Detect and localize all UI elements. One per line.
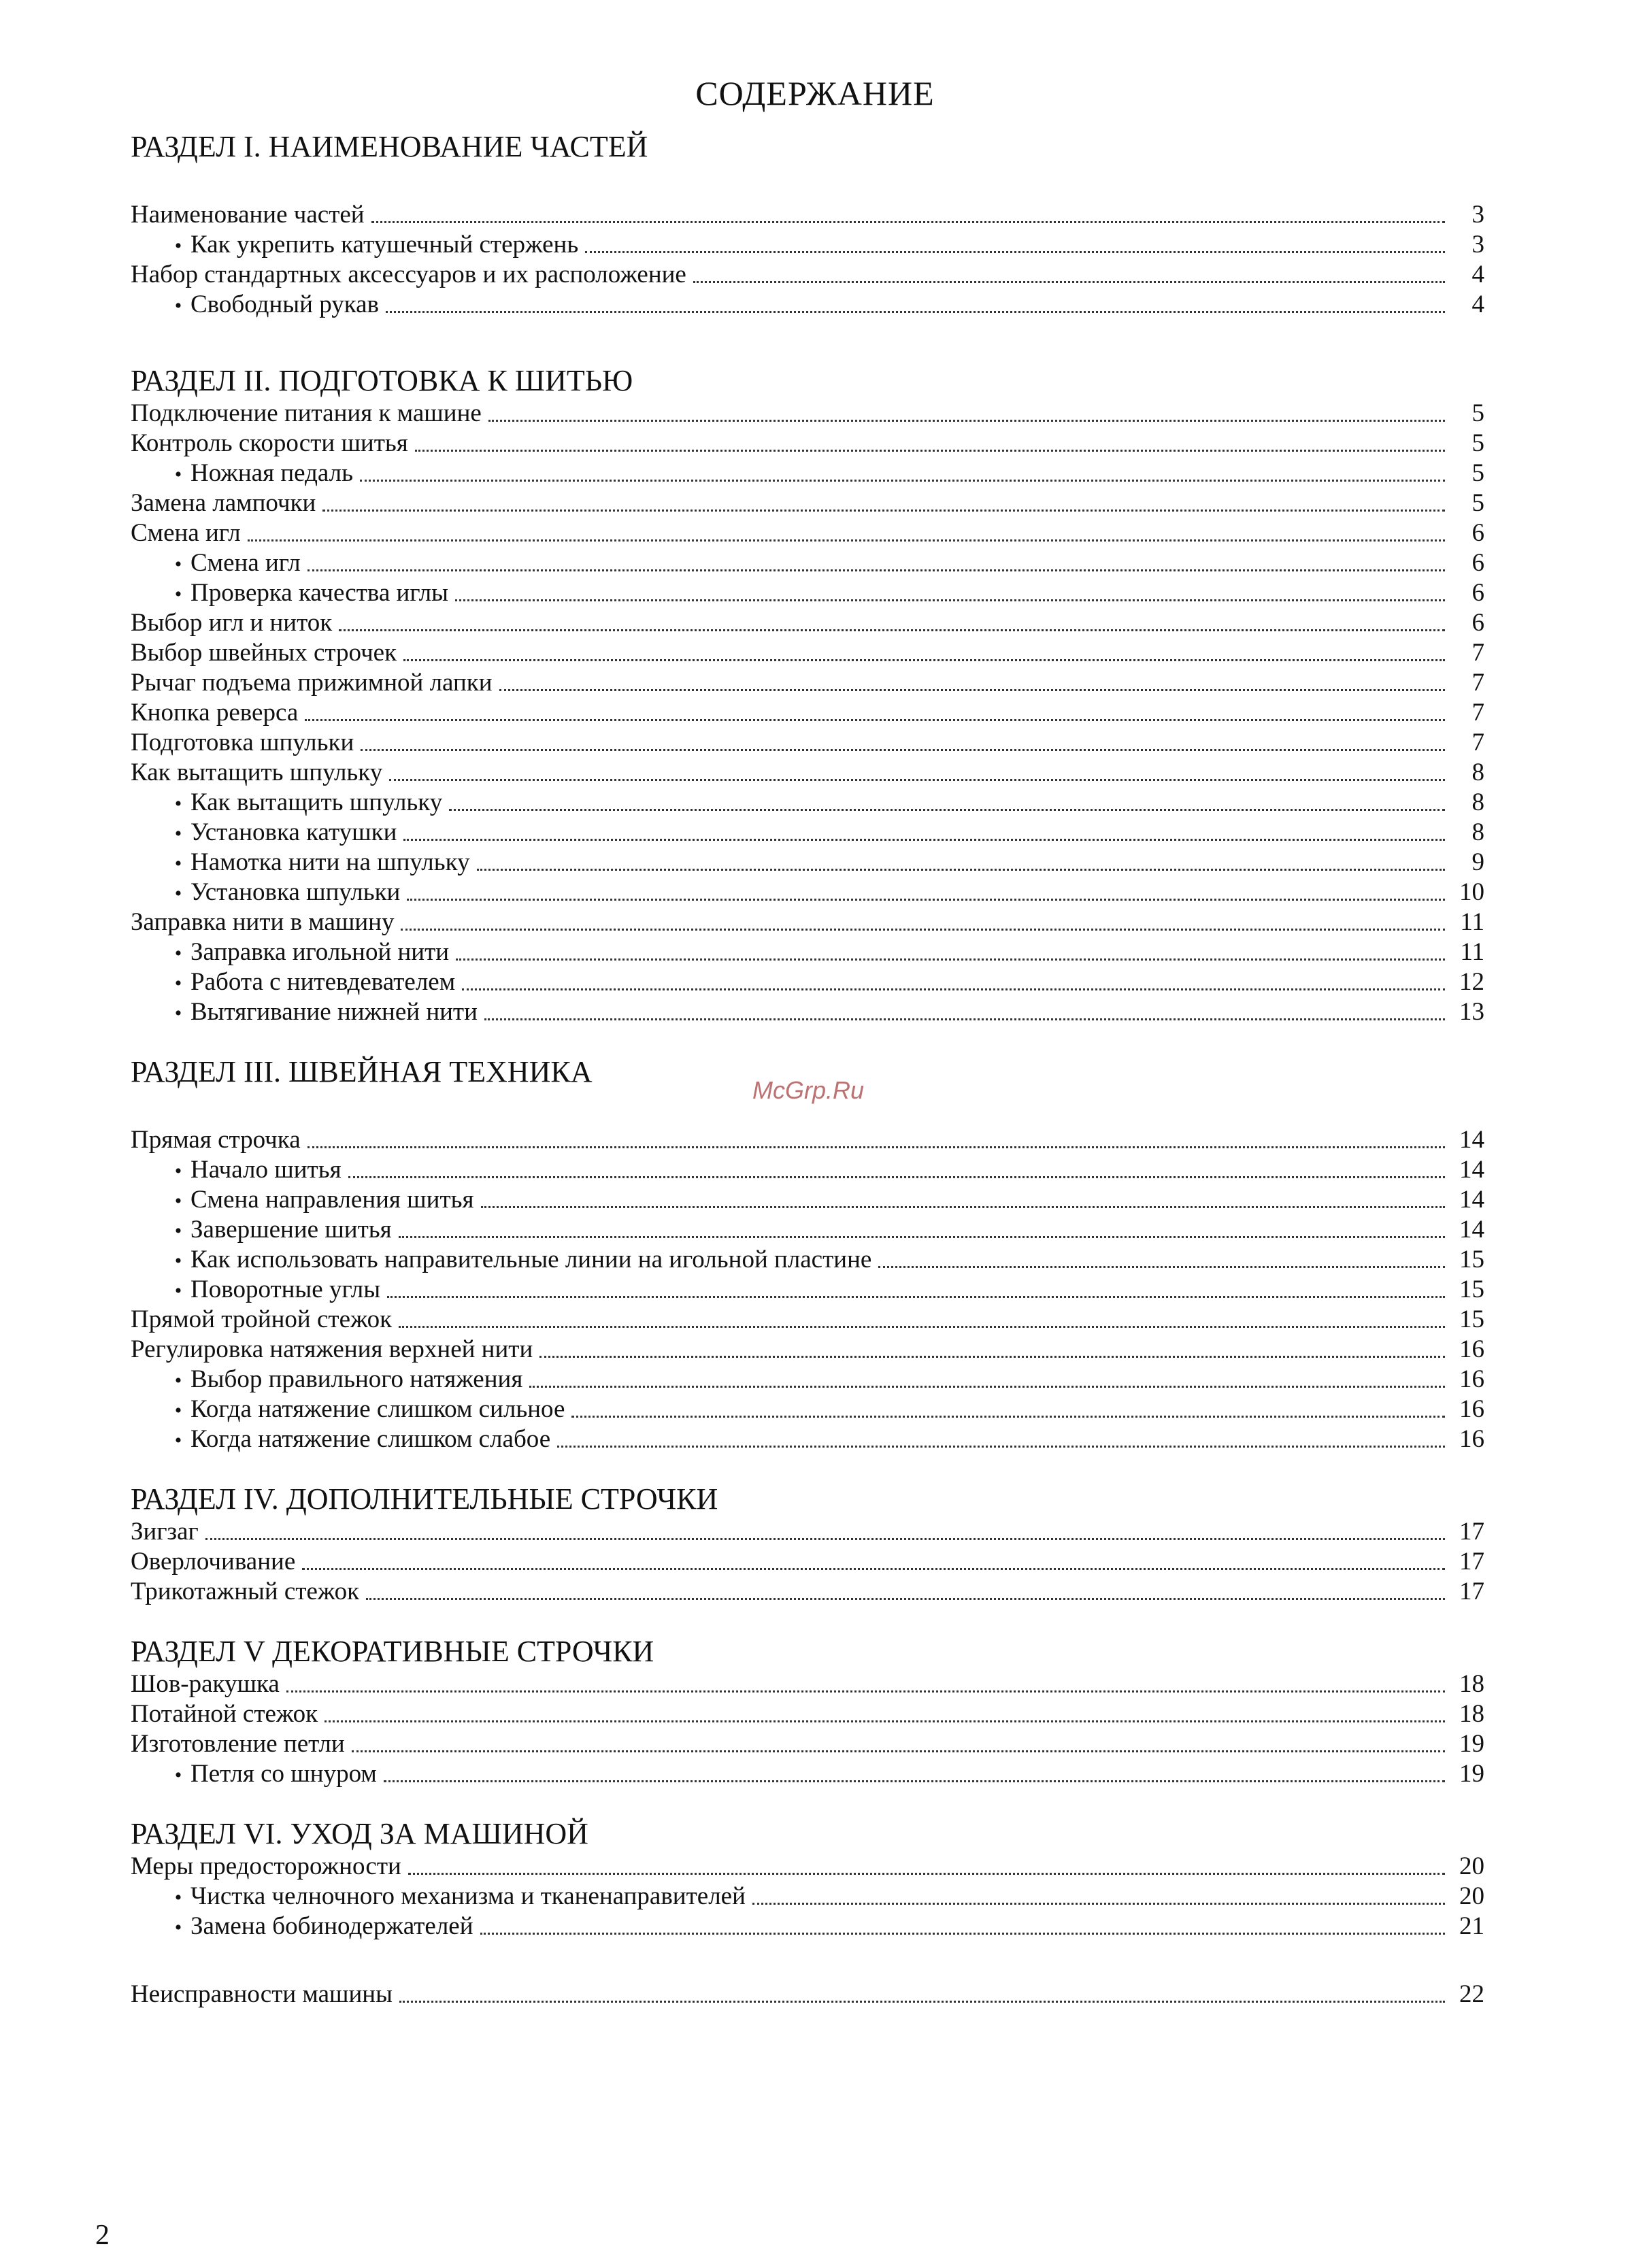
dot-leader [456,958,1445,961]
toc-entry [131,518,1484,548]
toc-entry [131,578,1484,608]
table-of-contents [131,129,1484,2009]
toc-entry-label: Смена игл [131,519,241,547]
toc-section [131,1816,1484,1941]
toc-entry-label: Выбор швейных строчек [131,639,397,667]
toc-entry [131,1547,1484,1577]
bullet-icon: • [174,463,182,486]
toc-entry-label: Подключение питания к машине [131,399,482,427]
toc-entry-label: Как укрепить катушечный стержень [190,231,579,259]
section-title: РАЗДЕЛ V ДЕКОРАТИВНЫЕ СТРОЧКИ [131,1635,654,1668]
toc-entry-page: 9 [1471,848,1484,876]
toc-entry-label: Зигзаг [131,1518,199,1546]
dot-leader [248,539,1445,541]
toc-entry-page: 6 [1471,579,1484,607]
dot-leader [752,1903,1445,1905]
toc-entry-page: 4 [1471,290,1484,318]
toc-entry-page: 8 [1471,818,1484,846]
dot-leader [205,1538,1445,1540]
toc-entries [131,1852,1484,1941]
toc-entry [131,1155,1484,1185]
dot-leader [286,1690,1445,1692]
bullet-icon: • [174,1369,182,1392]
dot-leader [305,719,1445,721]
dot-leader [360,480,1445,482]
toc-entry-label: Чистка челночного механизма и тканенаправителей [190,1882,746,1910]
bullet-icon: • [174,1399,182,1422]
toc-entry [131,290,1484,320]
toc-entry-label: Заправка игольной нити [190,938,450,966]
toc-entry-label: Свободный рукав [190,290,380,318]
toc-entry-label: Рычаг подъема прижимной лапки [131,669,493,697]
toc-entry [131,458,1484,488]
toc-entry [131,1215,1484,1245]
toc-entry-label: Установка катушки [190,818,397,846]
toc-entry-label: Прямая строчка [131,1126,301,1154]
page-title: СОДЕРЖАНИЕ [695,74,935,112]
toc-entry-page: 6 [1471,519,1484,547]
toc-entry-label: Наименование частей [131,201,365,229]
bullet-icon: • [174,1160,182,1182]
toc-entry-page: 3 [1471,231,1484,259]
dot-leader [389,779,1445,781]
dot-leader [403,659,1445,661]
toc-entry [131,668,1484,698]
dot-leader [325,1720,1445,1722]
section-title: РАЗДЕЛ II. ПОДГОТОВКА К ШИТЬЮ [131,364,633,397]
section-title: РАЗДЕЛ VI. УХОД ЗА МАШИНОЙ [131,1817,588,1850]
toc-entry [131,548,1484,578]
toc-entry [131,1759,1484,1789]
bullet-icon: • [174,793,182,815]
dot-leader [302,1568,1445,1570]
toc-entry-page: 13 [1459,998,1484,1026]
toc-entry-page: 14 [1459,1216,1484,1244]
toc-entry-label: Подготовка шпульки [131,729,354,756]
toc-entry-label: Трикотажный стежок [131,1578,360,1605]
toc-entry-label: Как вытащить шпульку [131,758,383,786]
bullet-icon: • [174,972,182,995]
toc-entry-label: Ножная педаль [190,459,354,487]
toc-entry [131,1125,1484,1155]
toc-entry [131,1395,1484,1424]
bullet-icon: • [174,1429,182,1452]
dot-leader [384,1780,1445,1782]
toc-entries [131,1125,1484,1454]
bullet-icon: • [174,822,182,845]
dot-leader [307,1146,1445,1148]
toc-entry-page: 10 [1459,878,1484,906]
dot-leader [371,221,1445,223]
dot-leader [307,569,1445,571]
dot-leader [878,1266,1445,1268]
toc-entry [131,878,1484,907]
dot-leader [339,629,1445,631]
toc-entry-page: 17 [1459,1518,1484,1546]
toc-section [131,1980,1484,2009]
toc-entry-page: 15 [1459,1305,1484,1333]
dot-leader [499,689,1445,691]
toc-entry-label: Неисправности машины [131,1980,393,2008]
toc-entry-page: 11 [1460,908,1484,936]
dot-leader [449,809,1445,811]
toc-entry [131,230,1484,260]
toc-entry-page: 11 [1460,938,1484,966]
toc-entry-label: Как вытащить шпульку [190,788,443,816]
toc-entry-page: 15 [1459,1275,1484,1303]
toc-entry [131,1729,1484,1759]
toc-entry [131,1577,1484,1607]
toc-entries [131,1517,1484,1607]
toc-entry-label: Контроль скорости шитья [131,429,408,457]
dot-leader [399,1236,1445,1238]
dot-leader [361,749,1445,751]
toc-entry [131,698,1484,728]
toc-entry [131,1335,1484,1365]
toc-entries [131,399,1484,1027]
toc-entry-page: 21 [1459,1912,1484,1940]
dot-leader [484,1018,1445,1020]
toc-entry [131,967,1484,997]
toc-entry [131,818,1484,848]
toc-entry-page: 16 [1459,1425,1484,1453]
toc-entry-label: Когда натяжение слишком слабое [190,1425,551,1453]
toc-entry-label: Замена бобинодержателей [190,1912,473,1940]
toc-entry-page: 16 [1459,1365,1484,1393]
dot-leader [386,311,1445,313]
toc-entry-label: Изготовление петли [131,1730,345,1758]
toc-entries [131,1980,1484,2009]
bullet-icon: • [174,1764,182,1786]
section-title: РАЗДЕЛ III. ШВЕЙНАЯ ТЕХНИКА [131,1055,593,1088]
toc-entry-label: Смена направления шитья [190,1186,474,1214]
toc-entry-label: Как использовать направительные линии на игольной пластине [190,1246,872,1273]
bullet-icon: • [174,1916,182,1939]
toc-entry-page: 16 [1459,1335,1484,1363]
toc-entry [131,1852,1484,1882]
toc-entry-page: 5 [1471,489,1484,517]
bullet-icon: • [174,1280,182,1302]
toc-entry-page: 8 [1471,788,1484,816]
dot-leader [399,2001,1445,2003]
toc-entry [131,758,1484,788]
toc-entry-label: Кнопка реверса [131,699,299,727]
dot-leader [366,1598,1445,1600]
toc-entry-label: Потайной стежок [131,1700,318,1728]
toc-entry-label: Выбор правильного натяжения [190,1365,523,1393]
bullet-icon: • [174,1220,182,1242]
toc-entry-page: 22 [1459,1980,1484,2008]
toc-entry-page: 19 [1459,1760,1484,1788]
dot-leader [401,929,1445,931]
dot-leader [585,251,1445,253]
toc-entry-label: Заправка нити в машину [131,908,395,936]
toc-entry [131,937,1484,967]
dot-leader [387,1296,1445,1298]
toc-entry-label: Начало шитья [190,1156,342,1184]
toc-entry-page: 12 [1459,968,1484,996]
toc-entry [131,1669,1484,1699]
toc-entry-page: 20 [1459,1852,1484,1880]
bullet-icon: • [174,235,182,257]
section-title: РАЗДЕЛ IV. ДОПОЛНИТЕЛЬНЫЕ СТРОЧКИ [131,1482,718,1516]
toc-entry-page: 7 [1471,639,1484,667]
toc-entry-page: 6 [1471,609,1484,637]
bullet-icon: • [174,583,182,605]
toc-entry-page: 18 [1459,1670,1484,1698]
toc-entry-page: 19 [1459,1730,1484,1758]
toc-entry [131,848,1484,878]
dot-leader [488,420,1445,422]
toc-entries [131,200,1484,320]
toc-entry [131,1699,1484,1729]
bullet-icon: • [174,553,182,576]
toc-entry [131,260,1484,290]
bullet-icon: • [174,1250,182,1272]
toc-entry [131,638,1484,668]
toc-entry-page: 14 [1459,1126,1484,1154]
dot-leader [399,1326,1445,1328]
dot-leader [539,1356,1445,1358]
toc-entry-page: 17 [1459,1578,1484,1605]
toc-entry-label: Намотка нити на шпульку [190,848,470,876]
toc-entry-page: 4 [1471,261,1484,288]
toc-entries [131,1669,1484,1789]
dot-leader [415,450,1445,452]
toc-entry-label: Вытягивание нижней нити [190,998,478,1026]
dot-leader [477,869,1445,871]
bullet-icon: • [174,852,182,875]
toc-section [131,1482,1484,1607]
toc-entry-page: 5 [1471,459,1484,487]
dot-leader [455,599,1445,601]
toc-entry-page: 15 [1459,1246,1484,1273]
toc-entry [131,429,1484,458]
toc-entry [131,608,1484,638]
dot-leader [408,1873,1445,1875]
toc-entry-page: 14 [1459,1186,1484,1214]
bullet-icon: • [174,1886,182,1909]
dot-leader [529,1386,1445,1388]
toc-entry-page: 8 [1471,758,1484,786]
dot-leader [403,839,1445,841]
toc-section [131,129,1484,320]
toc-entry-label: Оверлочивание [131,1548,296,1575]
toc-entry-page: 7 [1471,699,1484,727]
toc-entry [131,1912,1484,1941]
dot-leader [348,1176,1445,1178]
toc-entry [131,997,1484,1027]
toc-entry [131,1424,1484,1454]
bullet-icon: • [174,882,182,905]
toc-entry-label: Прямой тройной стежок [131,1305,393,1333]
toc-entry-label: Набор стандартных аксессуаров и их расположение [131,261,686,288]
toc-entry-label: Завершение шитья [190,1216,392,1244]
toc-entry [131,1980,1484,2009]
section-title: РАЗДЕЛ I. НАИМЕНОВАНИЕ ЧАСТЕЙ [131,130,648,163]
bullet-icon: • [174,1002,182,1024]
toc-entry-label: Шов-ракушка [131,1670,280,1698]
toc-entry-page: 20 [1459,1882,1484,1910]
toc-entry [131,1185,1484,1215]
watermark: McGrp.Ru [752,1076,865,1104]
bullet-icon: • [174,1190,182,1212]
toc-entry [131,488,1484,518]
toc-entry [131,788,1484,818]
toc-entry-page: 6 [1471,549,1484,577]
toc-entry [131,907,1484,937]
toc-entry-label: Регулировка натяжения верхней нити [131,1335,533,1363]
dot-leader [462,988,1445,990]
toc-entry-page: 3 [1471,201,1484,229]
toc-entry-page: 17 [1459,1548,1484,1575]
toc-entry-page: 16 [1459,1395,1484,1423]
toc-entry [131,399,1484,429]
toc-entry-page: 7 [1471,729,1484,756]
toc-entry-label: Замена лампочки [131,489,316,517]
dot-leader [322,510,1445,512]
toc-entry [131,728,1484,758]
dot-leader [693,281,1445,283]
toc-entry-label: Меры предосторожности [131,1852,401,1880]
toc-entry [131,1305,1484,1335]
toc-entry-label: Выбор игл и ниток [131,609,333,637]
dot-leader [557,1446,1445,1448]
bullet-icon: • [174,942,182,965]
toc-entry [131,1365,1484,1395]
toc-section [131,1634,1484,1789]
dot-leader [352,1750,1445,1752]
toc-entry-label: Проверка качества иглы [190,579,448,607]
toc-entry [131,1517,1484,1547]
toc-entry-label: Установка шпульки [190,878,401,906]
toc-entry-page: 18 [1459,1700,1484,1728]
toc-section [131,363,1484,1027]
toc-entry-page: 5 [1471,429,1484,457]
toc-entry-page: 7 [1471,669,1484,697]
dot-leader [480,1933,1445,1935]
toc-entry [131,1882,1484,1912]
toc-entry-label: Работа с нитевдевателем [190,968,456,996]
toc-entry [131,1245,1484,1275]
toc-entry [131,1275,1484,1305]
toc-entry-label: Поворотные углы [190,1275,381,1303]
page-number: 2 [95,2220,110,2251]
toc-entry-page: 14 [1459,1156,1484,1184]
toc-section [131,1054,1484,1454]
toc-entry-label: Петля со шнуром [190,1760,377,1788]
dot-leader [481,1206,1445,1208]
toc-entry-label: Когда натяжение слишком сильное [190,1395,565,1423]
toc-entry-page: 5 [1471,399,1484,427]
toc-entry [131,200,1484,230]
dot-leader [571,1416,1445,1418]
bullet-icon: • [174,295,182,317]
dot-leader [407,899,1445,901]
toc-entry-label: Смена игл [190,549,301,577]
